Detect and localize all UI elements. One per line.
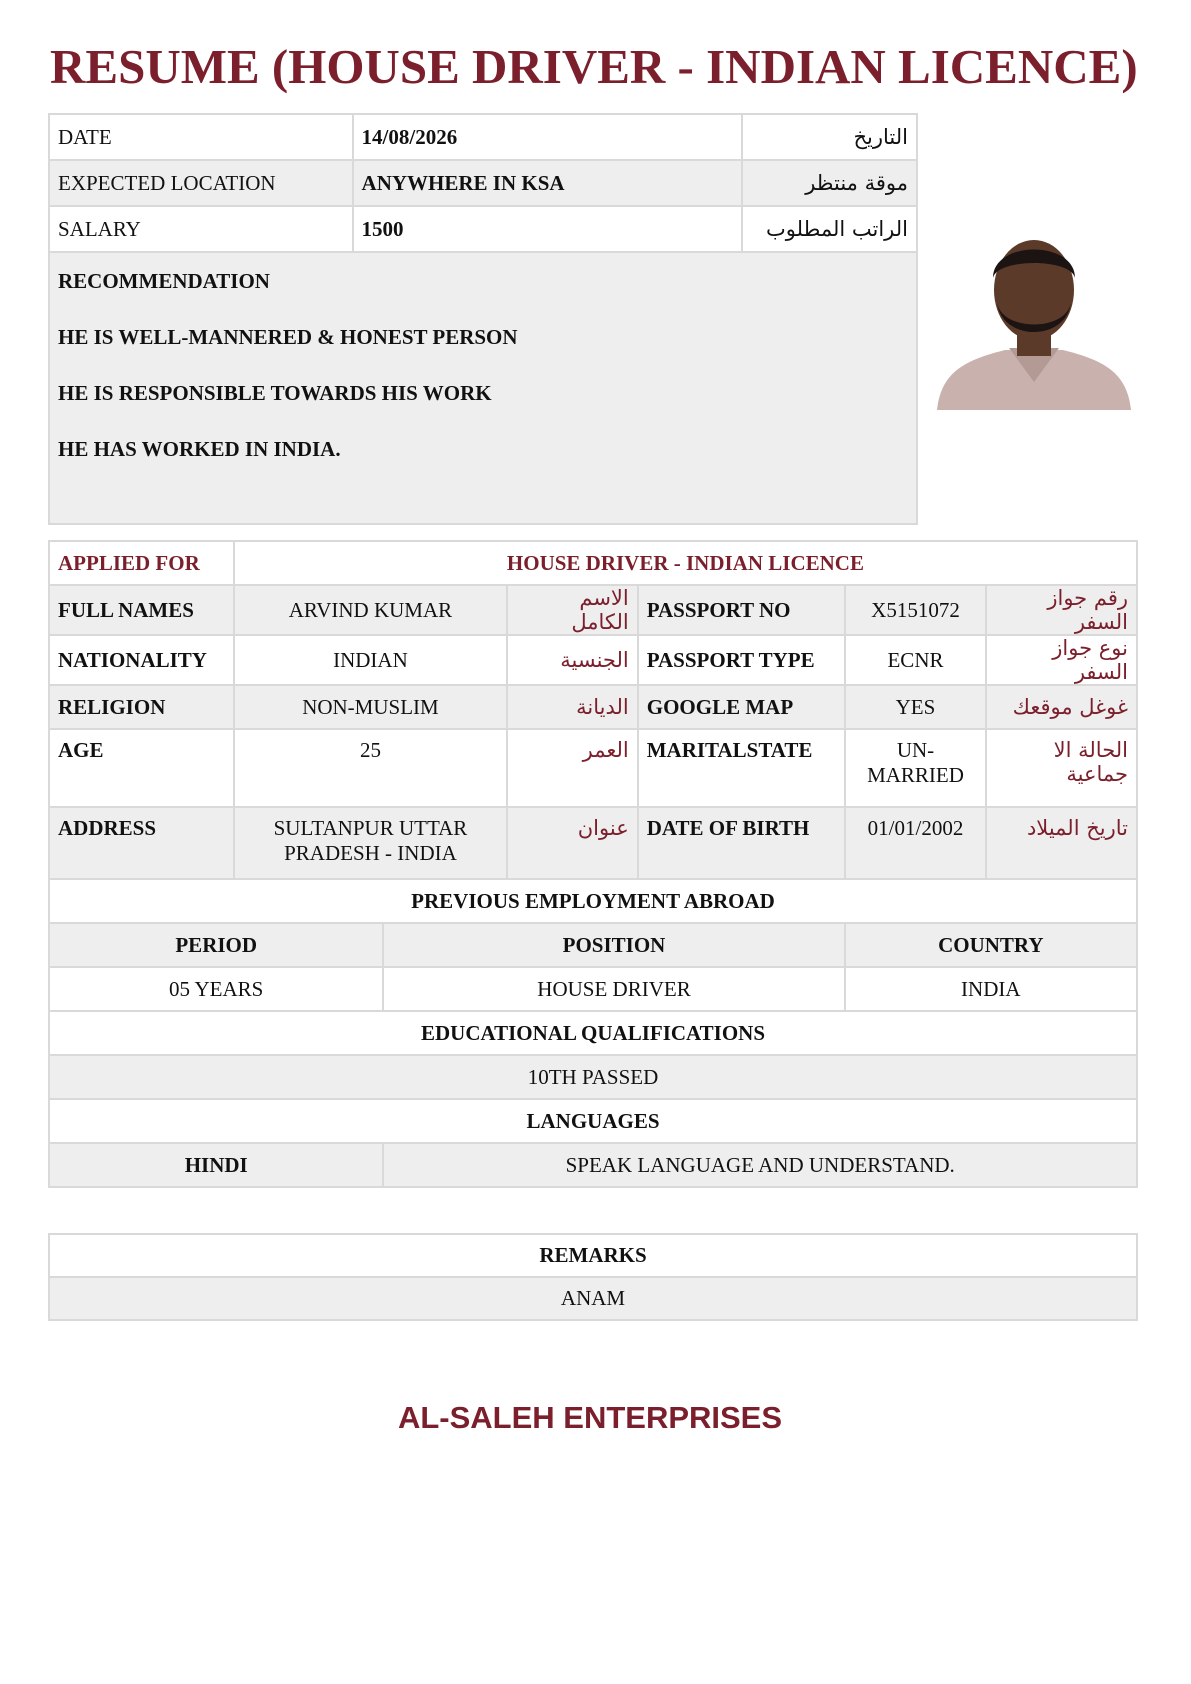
section-heading-row bbox=[49, 1011, 1137, 1055]
recommendation-line: HE IS RESPONSIBLE TOWARDS HIS WORK bbox=[58, 381, 492, 405]
date-of-birth-value: 01/01/2002 bbox=[845, 807, 987, 879]
section-heading-row bbox=[49, 1099, 1137, 1143]
country-cell: INDIA bbox=[845, 967, 1137, 1011]
table-row bbox=[49, 807, 1137, 879]
table-row bbox=[49, 635, 1137, 685]
full-names-value: ARVIND KUMAR bbox=[234, 585, 507, 635]
passport-type-label: PASSPORT TYPE bbox=[638, 635, 845, 685]
address-label: ADDRESS bbox=[49, 807, 234, 879]
google-map-arabic-label: غوغل موقعك bbox=[986, 685, 1137, 729]
candidate-photo bbox=[935, 222, 1133, 410]
marital-state-value: UN-MARRIED bbox=[845, 729, 987, 807]
page-title: RESUME (HOUSE DRIVER - INDIAN LICENCE) bbox=[50, 39, 1138, 94]
google-map-value: YES bbox=[845, 685, 987, 729]
date-label: DATE bbox=[49, 114, 353, 160]
religion-value: NON-MUSLIM bbox=[234, 685, 507, 729]
recommendation-line: HE IS WELL-MANNERED & HONEST PERSON bbox=[58, 325, 518, 349]
marital-state-arabic-label: الحالة الا جماعية bbox=[986, 729, 1137, 807]
date-arabic-label: التاريخ bbox=[742, 114, 917, 160]
table-row bbox=[49, 114, 917, 160]
nationality-arabic-label: الجنسية bbox=[507, 635, 638, 685]
passport-no-arabic-label: رقم جواز السفر bbox=[986, 585, 1137, 635]
employment-header-row bbox=[49, 923, 1137, 967]
remarks-value: ANAM bbox=[49, 1277, 1137, 1320]
education-heading: EDUCATIONAL QUALIFICATIONS bbox=[49, 1011, 1137, 1055]
nationality-value: INDIAN bbox=[234, 635, 507, 685]
google-map-label: GOOGLE MAP bbox=[638, 685, 845, 729]
applied-for-label: APPLIED FOR bbox=[49, 541, 234, 585]
position-column-header: POSITION bbox=[383, 923, 844, 967]
employment-heading: PREVIOUS EMPLOYMENT ABROAD bbox=[49, 879, 1137, 923]
nationality-label: NATIONALITY bbox=[49, 635, 234, 685]
salary-label: SALARY bbox=[49, 206, 353, 252]
period-cell: 05 YEARS bbox=[49, 967, 383, 1011]
table-row bbox=[49, 1277, 1137, 1320]
summary-table bbox=[48, 113, 918, 525]
full-names-arabic-label: الاسم الكامل bbox=[507, 585, 638, 635]
age-arabic-label: العمر bbox=[507, 729, 638, 807]
passport-type-value: ECNR bbox=[845, 635, 987, 685]
remarks-table bbox=[48, 1233, 1138, 1321]
table-row bbox=[49, 160, 917, 206]
recommendation-row bbox=[49, 252, 917, 524]
date-of-birth-label: DATE OF BIRTH bbox=[638, 807, 845, 879]
languages-heading: LANGUAGES bbox=[49, 1099, 1137, 1143]
recommendation-line: HE HAS WORKED IN INDIA. bbox=[58, 437, 341, 461]
age-value: 25 bbox=[234, 729, 507, 807]
date-value: 14/08/2026 bbox=[353, 114, 743, 160]
language-name: HINDI bbox=[49, 1143, 383, 1187]
passport-no-label: PASSPORT NO bbox=[638, 585, 845, 635]
religion-label: RELIGION bbox=[49, 685, 234, 729]
expected-location-value: ANYWHERE IN KSA bbox=[353, 160, 743, 206]
country-column-header: COUNTRY bbox=[845, 923, 1137, 967]
table-row bbox=[49, 1055, 1137, 1099]
address-arabic-label: عنوان bbox=[507, 807, 638, 879]
address-value: SULTANPUR UTTAR PRADESH - INDIA bbox=[234, 807, 507, 879]
table-row bbox=[49, 585, 1137, 635]
language-level: SPEAK LANGUAGE AND UNDERSTAND. bbox=[383, 1143, 1137, 1187]
salary-value: 1500 bbox=[353, 206, 743, 252]
table-row bbox=[49, 206, 917, 252]
table-row bbox=[49, 1143, 1137, 1187]
table-row bbox=[49, 729, 1137, 807]
company-name: AL-SALEH ENTERPRISES bbox=[397, 1400, 783, 1435]
applied-for-row bbox=[49, 541, 1137, 585]
passport-no-value: X5151072 bbox=[845, 585, 987, 635]
section-heading-row bbox=[49, 1234, 1137, 1277]
expected-location-label: EXPECTED LOCATION bbox=[49, 160, 353, 206]
details-table bbox=[48, 540, 1138, 1188]
period-column-header: PERIOD bbox=[49, 923, 383, 967]
passport-type-arabic-label: نوع جواز السفر bbox=[986, 635, 1137, 685]
education-value: 10TH PASSED bbox=[49, 1055, 1137, 1099]
marital-state-label: MARITALSTATE bbox=[638, 729, 845, 807]
position-cell: HOUSE DRIVER bbox=[383, 967, 844, 1011]
table-row bbox=[49, 685, 1137, 729]
expected-location-arabic-label: موقة منتظر bbox=[742, 160, 917, 206]
remarks-heading: REMARKS bbox=[49, 1234, 1137, 1277]
section-heading-row bbox=[49, 879, 1137, 923]
date-of-birth-arabic-label: تاريخ الميلاد bbox=[986, 807, 1137, 879]
recommendation-heading: RECOMMENDATION bbox=[58, 269, 270, 293]
salary-arabic-label: الراتب المطلوب bbox=[742, 206, 917, 252]
applied-for-value: HOUSE DRIVER - INDIAN LICENCE bbox=[234, 541, 1137, 585]
religion-arabic-label: الديانة bbox=[507, 685, 638, 729]
recommendation-box bbox=[49, 252, 917, 524]
full-names-label: FULL NAMES bbox=[49, 585, 234, 635]
age-label: AGE bbox=[49, 729, 234, 807]
table-row bbox=[49, 967, 1137, 1011]
